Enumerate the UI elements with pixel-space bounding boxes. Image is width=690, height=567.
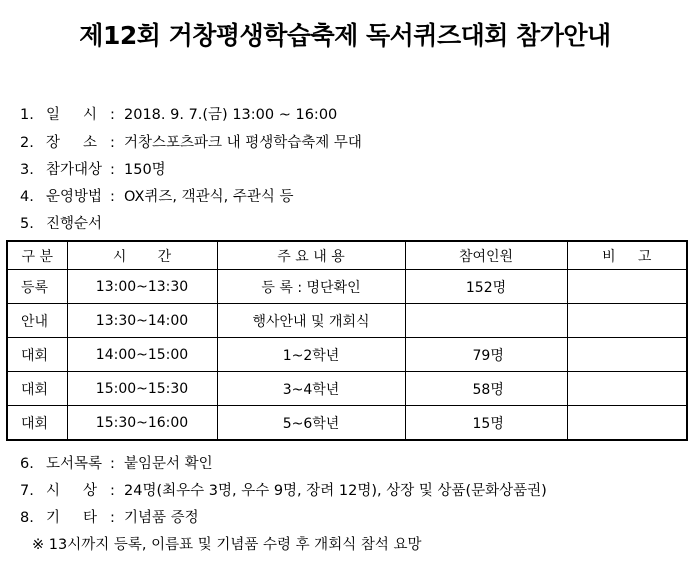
cell-category: 대회 [7,406,67,441]
item-key: 도서목록 [46,456,103,472]
item-number: 7. [20,483,34,499]
cell-category: 안내 [7,304,67,338]
cell-remarks [567,338,687,372]
item-value: 2018. 9. 7.(금) 13:00 ~ 16:00 [124,107,338,123]
schedule-table [6,240,688,441]
cell-participants: 79명 [405,338,567,372]
item-value: 150명 [124,162,166,178]
info-item-booklist: 6. 도서목록 : 붙임문서 확인 [20,452,213,473]
header-category: 구 분 [7,241,67,270]
item-number: 8. [20,510,34,526]
header-content: 주 요 내 용 [217,241,405,270]
info-item-awards: 7. 시 상 : 24명(최우수 3명, 우수 9명, 장려 12명), 상장 및 상품(문화상품권) [20,479,547,500]
item-value: 기념품 증정 [124,510,199,526]
table-row [7,406,687,441]
cell-participants [405,304,567,338]
cell-category: 대회 [7,338,67,372]
cell-remarks [567,270,687,304]
cell-time: 13:00~13:30 [67,270,217,304]
cell-remarks [567,372,687,406]
info-item-target: 3. 참가대상 : 150명 [20,158,166,179]
table-row [7,338,687,372]
item-key: 기 타 [46,510,98,526]
item-key: 진행순서 [46,216,103,232]
header-participants: 참여인원 [405,241,567,270]
cell-time: 13:30~14:00 [67,304,217,338]
cell-time: 14:00~15:00 [67,338,217,372]
cell-category: 등록 [7,270,67,304]
item-value: OX퀴즈, 객관식, 주관식 등 [124,189,294,205]
document-title: 제12회 거창평생학습축제 독서퀴즈대회 참가안내 [79,21,611,50]
item-number: 6. [20,456,34,472]
item-number: 5. [20,216,34,232]
cell-time: 15:30~16:00 [67,406,217,441]
info-item-etc: 8. 기 타 : 기념품 증정 [20,506,199,527]
cell-content: 행사안내 및 개회식 [217,304,405,338]
table-row [7,304,687,338]
cell-remarks [567,304,687,338]
table-row [7,372,687,406]
info-item-order [20,212,102,233]
cell-participants: 58명 [405,372,567,406]
cell-category: 대회 [7,372,67,406]
table-row [7,270,687,304]
cell-content: 3~4학년 [217,372,405,406]
cell-content: 5~6학년 [217,406,405,441]
cell-content: 1~2학년 [217,338,405,372]
item-key: 일 시 [46,107,98,123]
item-number: 2. [20,135,34,151]
item-value: 거창스포츠파크 내 평생학습축제 무대 [124,135,362,151]
item-key: 운영방법 [46,189,103,205]
item-number: 1. [20,107,34,123]
header-remarks: 비 고 [567,241,687,270]
item-number: 3. [20,162,34,178]
item-value: 24명(최우수 3명, 우수 9명, 장려 12명), 상장 및 상품(문화상품권) [124,483,547,499]
cell-participants: 15명 [405,406,567,441]
info-item-method: 4. 운영방법 : OX퀴즈, 객관식, 주관식 등 [20,185,294,206]
cell-time: 15:00~15:30 [67,372,217,406]
info-item-date: 1. 일 시 : 2018. 9. 7.(금) 13:00 ~ 16:00 [20,103,337,124]
item-key: 시 상 [46,483,98,499]
footnote: ※ 13시까지 등록, 이름표 및 기념품 수령 후 개회식 참석 요망 [32,537,422,553]
info-item-place: 2. 장 소 : 거창스포츠파크 내 평생학습축제 무대 [20,131,362,152]
item-key: 장 소 [46,135,98,151]
table-header-row [7,241,687,270]
item-key: 참가대상 [46,162,103,178]
cell-participants: 152명 [405,270,567,304]
item-number: 4. [20,189,34,205]
cell-content: 등 록 : 명단확인 [217,270,405,304]
cell-remarks [567,406,687,441]
item-value: 붙임문서 확인 [124,456,213,472]
header-time: 시 간 [67,241,217,270]
